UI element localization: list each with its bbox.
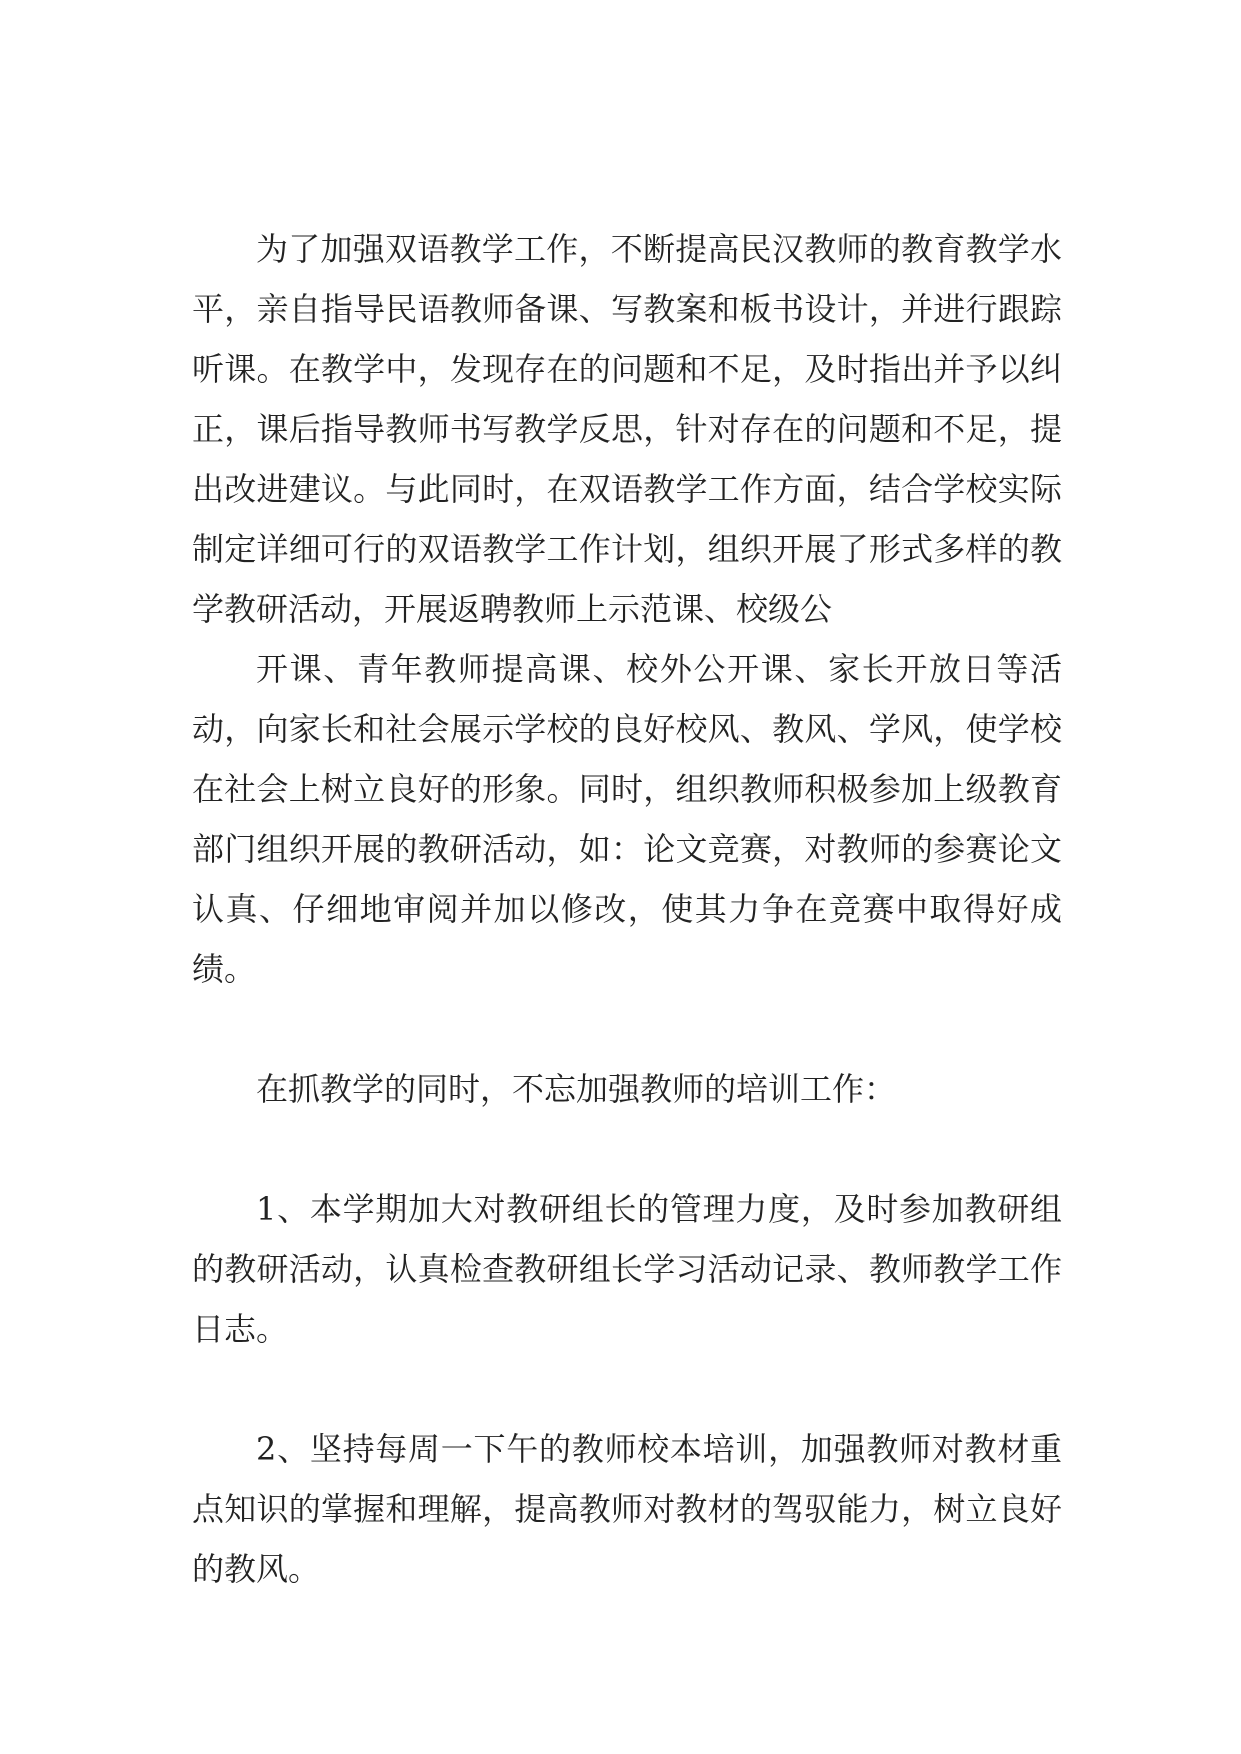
paragraph-item-1: 1、本学期加大对教研组长的管理力度，及时参加教研组的教研活动，认真检查教研组长学习活动记录、教师教学工作日志。	[192, 1190, 1062, 1348]
paragraph-open-classes: 开课、青年教师提高课、校外公开课、家长开放日等活动，向家长和社会展示学校的良好校风、教风、学风，使学校在社会上树立良好的形象。同时，组织教师积极参加上级教育部门组织开展的教研活动，如：论文竞赛，对教师的参赛论文认真、仔细地审阅并加以修改，使其力争在竞赛中取得好成绩。	[192, 650, 1062, 988]
paragraph-item-2: 2、坚持每周一下午的教师校本培训，加强教师对教材重点知识的掌握和理解，提高教师对教材的驾驭能力，树立良好的教风。	[192, 1430, 1062, 1588]
paragraph-training-intro: 在抓教学的同时，不忘加强教师的培训工作：	[256, 1070, 897, 1108]
paragraph-bilingual-teaching: 为了加强双语教学工作，不断提高民汉教师的教育教学水平，亲自指导民语教师备课、写教案和板书设计，并进行跟踪听课。在教学中，发现存在的问题和不足，及时指出并予以纠正，课后指导教师书写教学反思，针对存在的问题和不足，提出改进建议。与此同时，在双语教学工作方面，结合学校实际制定详细可行的双语教学工作计划，组织开展了形式多样的教学教研活动，开展返聘教师上示范课、校级公	[192, 230, 1062, 628]
document-body	[192, 219, 1062, 1599]
